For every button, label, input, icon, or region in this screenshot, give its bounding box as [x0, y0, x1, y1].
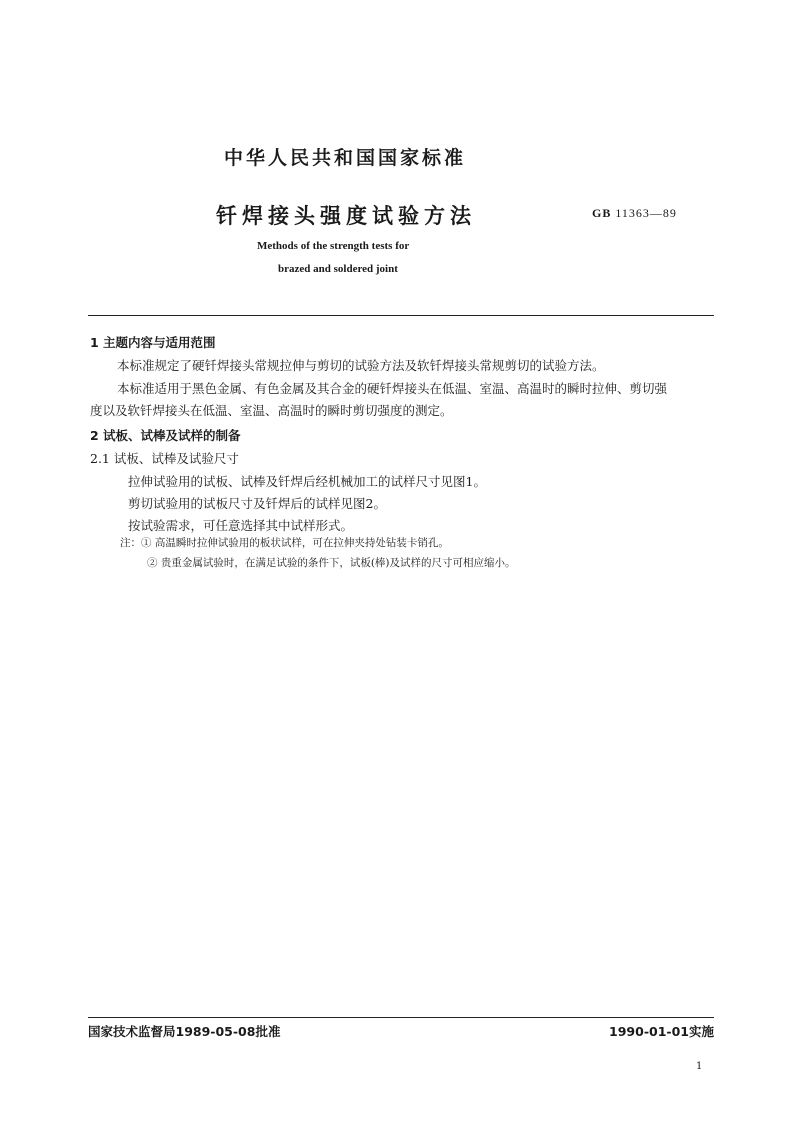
standard-code — [592, 206, 677, 221]
approval-date: 国家技术监督局1989-05-08批准 — [88, 1024, 281, 1039]
english-title-line1: Methods of the strength tests for — [257, 240, 410, 252]
page-number: 1 — [696, 1061, 703, 1072]
section2-1-heading: 2.1 试板、试棒及试验尺寸 — [90, 451, 239, 466]
section2-1-line3: 按试验需求，可任意选择其中试样形式。 — [128, 518, 354, 533]
section1-heading: 1 主题内容与适用范围 — [90, 335, 216, 350]
note-1: 注：① 高温瞬时拉伸试验用的板状试样，可在拉伸夹持处钻装卡销孔。 — [120, 537, 449, 549]
implementation-date: 1990-01-01实施 — [609, 1024, 714, 1039]
footer-divider — [88, 1017, 714, 1018]
english-title-line2: brazed and soldered joint — [278, 263, 398, 275]
section1-para2-line1: 本标准适用于黑色金属、有色金属及其合金的硬钎焊接头在低温、室温、高温时的瞬时拉伸、剪切强 — [117, 381, 668, 396]
national-standard-heading: 中华人民共和国国家标准 — [224, 147, 467, 169]
note-2: ② 贵重金属试验时，在满足试验的条件下，试板(棒)及试样的尺寸可相应缩小。 — [147, 557, 516, 569]
standard-code-prefix: GB — [592, 206, 612, 220]
document-title: 钎焊接头强度试验方法 — [216, 204, 476, 228]
standard-code-number: 11363—89 — [615, 206, 677, 220]
section2-1-line1: 拉伸试验用的试板、试棒及钎焊后经机械加工的试样尺寸见图1。 — [128, 474, 486, 489]
section1-para2-line2: 度以及软钎焊接头在低温、室温、高温时的瞬时剪切强度的测定。 — [90, 403, 453, 418]
section2-1-line2: 剪切试验用的试板尺寸及钎焊后的试样见图2。 — [128, 496, 386, 511]
header-divider — [88, 315, 714, 316]
section1-para1: 本标准规定了硬钎焊接头常规拉伸与剪切的试验方法及软钎焊接头常规剪切的试验方法。 — [117, 358, 605, 373]
section2-heading: 2 试板、试棒及试样的制备 — [90, 428, 241, 443]
